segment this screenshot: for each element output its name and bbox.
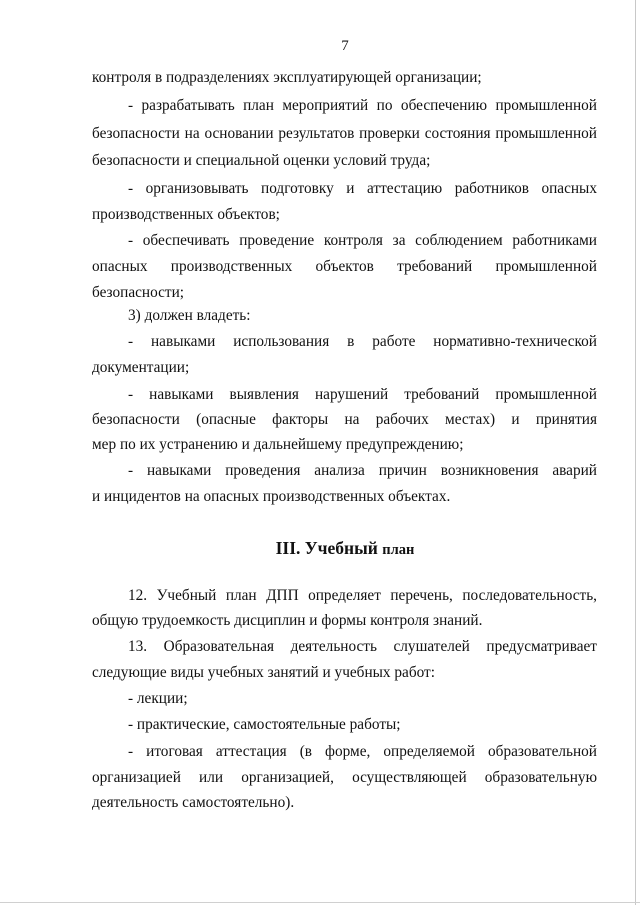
text-line: - организовывать подготовку и аттестацию работников опасных bbox=[128, 180, 597, 197]
text-line: - обеспечивать проведение контроля за соблюдением работниками bbox=[128, 232, 597, 249]
text-line: 3) должен владеть: bbox=[128, 307, 251, 324]
text-line: безопасности; bbox=[92, 284, 185, 301]
text-line: и инцидентов на опасных производственных объектах. bbox=[92, 488, 451, 505]
section-heading-rest: план bbox=[382, 542, 415, 558]
text-line: следующие виды учебных занятий и учебных работ: bbox=[92, 664, 435, 681]
section-heading bbox=[0, 538, 640, 559]
text-line: общую трудоемкость дисциплин и формы контроля знаний. bbox=[92, 612, 483, 629]
text-line: мер по их устранению и дальнейшему предупреждению; bbox=[92, 436, 464, 453]
text-line: документации; bbox=[92, 359, 190, 376]
text-line: организацией или организацией, осуществляющей образовательную bbox=[92, 769, 597, 786]
page-number: 7 bbox=[341, 38, 349, 54]
text-line: контроля в подразделениях эксплуатирующей организации; bbox=[92, 69, 482, 86]
text-line: - лекции; bbox=[128, 690, 188, 707]
section-heading-main: III. Учебный bbox=[275, 538, 378, 558]
text-line: опасных производственных объектов требований промышленной bbox=[92, 258, 597, 275]
text-line: - практические, самостоятельные работы; bbox=[128, 716, 401, 733]
text-line: безопасности на основании результатов проверки состояния промышленной bbox=[92, 125, 597, 142]
text-line: - навыками проведения анализа причин возникновения аварий bbox=[128, 462, 597, 479]
text-line: производственных объектов; bbox=[92, 206, 280, 223]
text-line: - итоговая аттестация (в форме, определяемой образовательной bbox=[128, 743, 597, 760]
text-line: деятельность самостоятельно). bbox=[92, 794, 295, 811]
scan-edge-bottom bbox=[0, 902, 640, 903]
text-line: - навыками использования в работе нормативно-технической bbox=[128, 333, 597, 350]
text-line: безопасности (опасные факторы на рабочих местах) и принятия bbox=[92, 411, 597, 428]
scan-edge-right bbox=[635, 0, 636, 905]
text-line: 12. Учебный план ДПП определяет перечень, последовательность, bbox=[128, 587, 597, 604]
text-line: - разрабатывать план мероприятий по обеспечению промышленной bbox=[128, 97, 597, 114]
text-line: 13. Образовательная деятельность слушателей предусматривает bbox=[128, 638, 597, 655]
text-line: - навыками выявления нарушений требований промышленной bbox=[128, 386, 597, 403]
text-line: безопасности и специальной оценки условий труда; bbox=[92, 152, 431, 169]
